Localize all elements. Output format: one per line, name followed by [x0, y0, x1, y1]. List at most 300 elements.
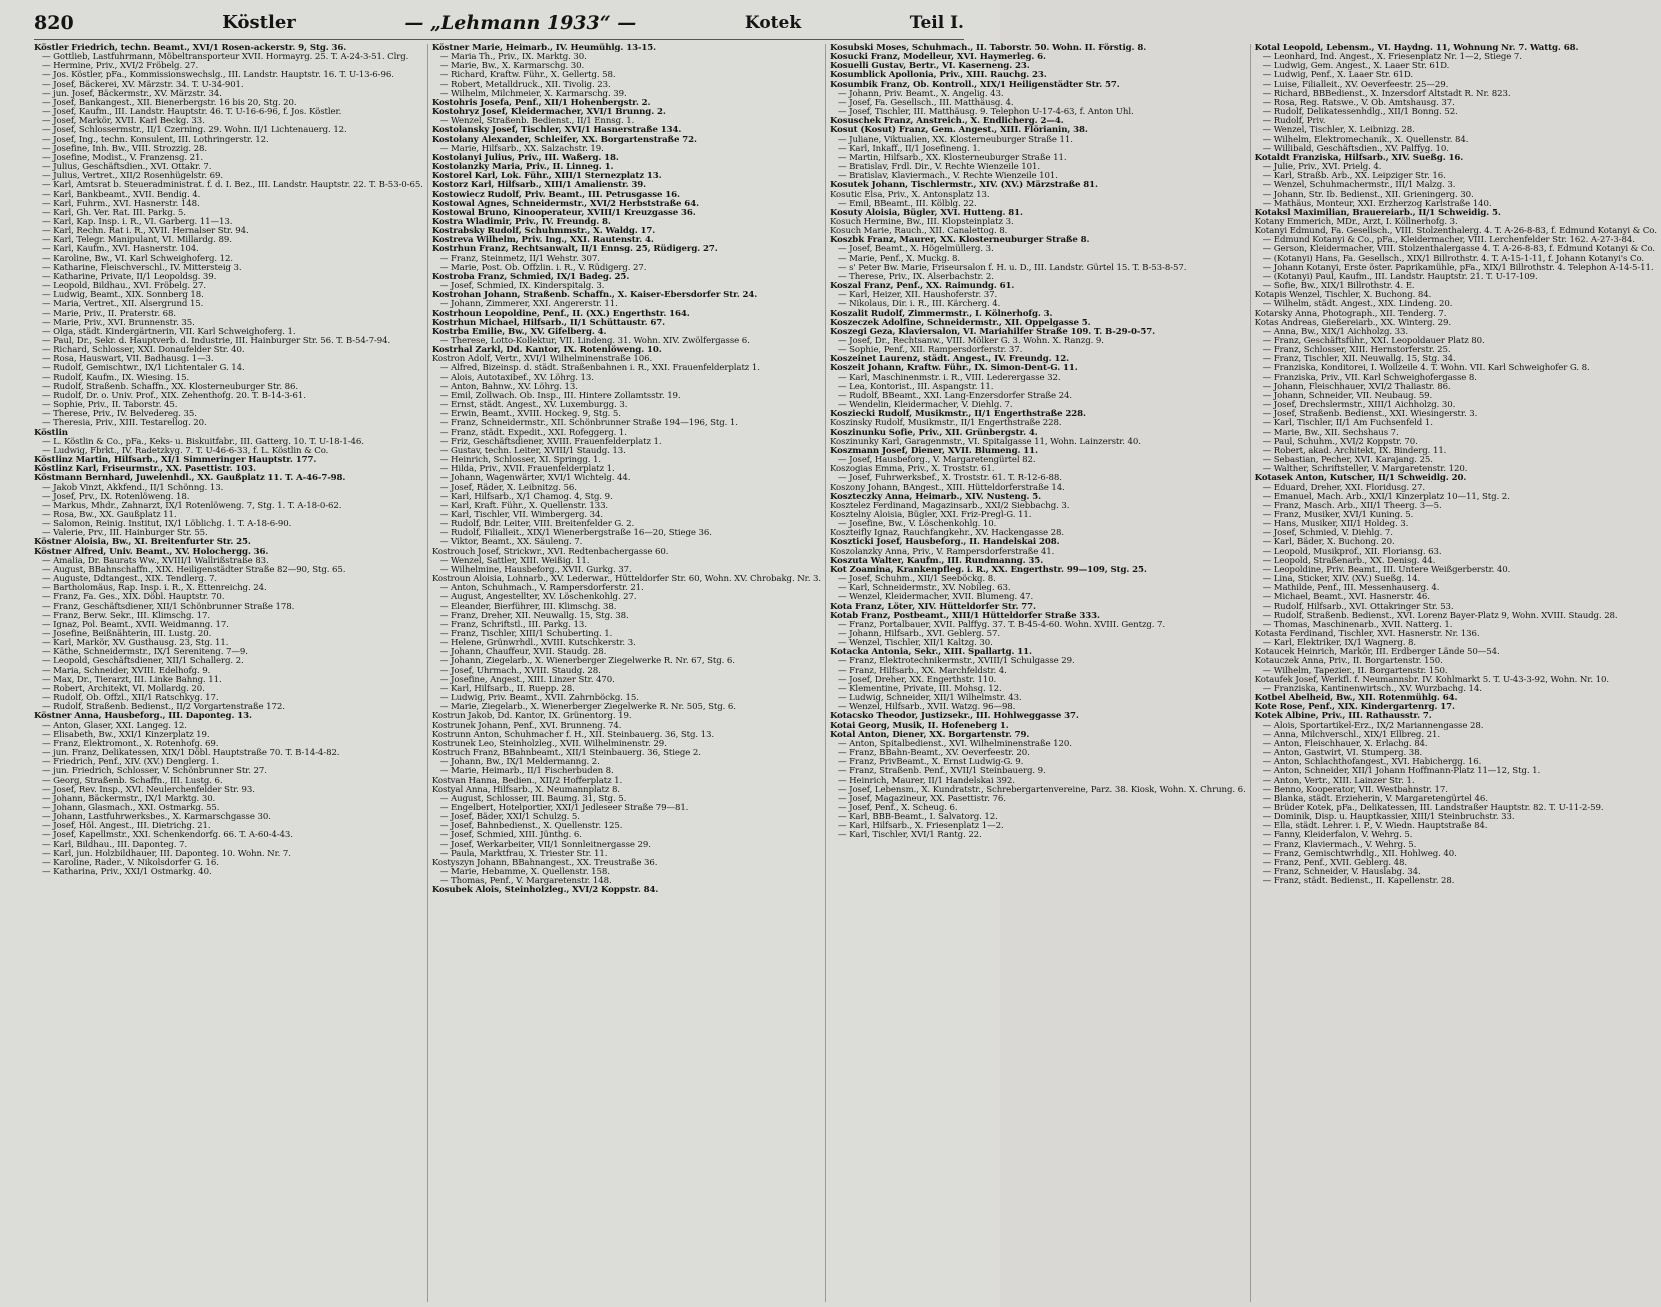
- directory-entry: — Marie, Post. Ob. Offzlin. i. R., V. Rüdigerg. 27.: [439, 262, 647, 273]
- directory-entry: — Josef, Straßenb. Bedienst., XXI. Wiesingerstr. 3.: [1262, 409, 1478, 420]
- directory-entry: — Franz, Musiker, XVI/1 Kuning. 5.: [1262, 509, 1414, 520]
- directory-entry: — Karl, Tischler, XVI/1 Rantg. 22.: [837, 830, 982, 841]
- directory-entry: — Eduard, Dreher, XXI. Floridusg. 27.: [1262, 482, 1426, 493]
- directory-entry: — Richard, BBBedienst., X. Inzersdorf Altstadt R. Nr. 823.: [1262, 88, 1511, 99]
- directory-entry: Kostruch Franz, BBahnbeamt., XII/1 Steinbauerg. 36, Stiege 2.: [431, 748, 701, 759]
- directory-entry: Kotaksl Maximilian, Brauereiarb., II/1 Schweidig. 5.: [1254, 207, 1501, 218]
- directory-entry: — Bratislav, Frdl. Dir., V. Rechte Wienzeile 101.: [837, 162, 1040, 173]
- directory-entry: — Theresia, Priv., XIII. Testarellog. 20.: [42, 418, 207, 429]
- directory-entry: — Johann, Bw., IX/1 Meldermanng. 2.: [439, 757, 600, 768]
- directory-entry: Koszinunky Karl, Garagenmstr., VI. Spitalgasse 11, Wohn. Lainzerstr. 40.: [829, 436, 1141, 447]
- directory-entry: — Richard, Kraftw. Führ., X. Gellertg. 58.: [439, 70, 616, 81]
- directory-entry: — Emil, BBeamt., III. Kölblg. 22.: [837, 198, 977, 209]
- directory-entry: — Marie, Bw., X. Karmarschg. 30.: [439, 61, 585, 72]
- directory-entry: — Karl, Bankbeamt., XVII. Bendig. 4.: [42, 189, 201, 200]
- directory-entry: Kostyszyn Johann, BBahnangest., XX. Treustraße 36.: [431, 857, 658, 868]
- directory-entry: Kostolansky Josef, Tischler, XVI/1 Hasnerstraße 134.: [431, 125, 682, 136]
- directory-entry: — Olga, städt. Kindergärtnerin, VII. Karl Schweighoferg. 1.: [42, 326, 296, 337]
- directory-entry: — Therese, Priv., IX. Alserbachstr. 2.: [837, 271, 994, 282]
- directory-entry: — Katharine, Fleischverschl., IV. Mittersteig 3.: [42, 262, 242, 273]
- directory-entry: — Anton, Glaser, XXI. Langeg. 12.: [42, 720, 187, 731]
- directory-entry: — Josef, Beamt., X. Högelmüllerg. 3.: [837, 244, 994, 255]
- directory-entry: Kosztelny Aloisia, Bügler, XXI. Friz-Pregl-G. 11.: [829, 509, 1032, 520]
- directory-entry: Kotaucek Heinrich, Markör, III. Erdberger Lände 50—54.: [1254, 647, 1500, 658]
- directory-entry: Kostrhal Zarkl, Dd. Kantor, IX. Rotenlöweng. 10.: [431, 345, 662, 356]
- directory-entry: Koszalit Rudolf, Zimmermstr., I. Kölnerhofg. 3.: [829, 308, 1053, 319]
- header-part: Teil I.: [909, 12, 964, 33]
- header-title: — „Lehmann 1933“ —: [404, 11, 637, 34]
- directory-entry: — Karl, Hilfsarb., X/1 Chamog. 4, Stg. 9.: [439, 491, 613, 502]
- directory-entry: — Franz, Portalbauer, XVII. Palffyg. 37. T. B-45-4-60. Wohn. XVIII. Gentzg. 7.: [837, 619, 1166, 630]
- directory-entry: — Franziska, Konditorei, I. Wollzeile 4. T. Wohn. VII. Karl Schweighofer G. 8.: [1262, 363, 1590, 374]
- directory-entry: — Wenzel, Tischler, X. Leibnizg. 28.: [1262, 125, 1415, 136]
- directory-entry: — Josef, Bahnbedienst., X. Quellenstr. 125.: [439, 821, 623, 832]
- directory-entry: — Franz, Geschäftsdiener, XII/1 Schönbrunner Straße 178.: [42, 601, 295, 612]
- directory-entry: — Rudolf, Straßenb. Bedienst., XVI. Lorenz Bayer-Platz 9, Wohn. XVIII. Staudg. 28.: [1262, 610, 1618, 621]
- directory-entry: — Franz, Geschäftsführ., XXI. Leopoldauer Platz 80.: [1262, 336, 1485, 346]
- directory-entry: Kostrunek Leo, Steinholzleg., XVII. Wilhelminenstr. 29.: [431, 738, 667, 749]
- directory-entry: — Walther, Schriftsteller, V. Margaretenstr. 120.: [1262, 464, 1468, 475]
- directory-entry: — Karl, Straßb. Arb., XX. Leipziger Str. 16.: [1262, 171, 1446, 182]
- directory-entry: — Mathilde, Penf., III. Messenhauserg. 4.: [1262, 583, 1440, 594]
- directory-entry: — Julius, Geschäftsdien., XVI. Ottakr. 7.: [42, 162, 212, 173]
- directory-entry: — Alfred, Bizeinsp. d. städt. Straßenbahnen i. R., XXI. Frauenfelderplatz 1.: [439, 363, 760, 374]
- directory-entry: Kote Rose, Penf., XIX. Kindergartenrg. 17.: [1254, 702, 1455, 713]
- directory-entry: — Rosa, Bw., XX. Gaußplatz 11.: [42, 509, 177, 520]
- directory-entry: — Franz, städt. Expedit., XXI. Rofeggerg. 1.: [439, 427, 627, 438]
- column-2: [427, 44, 825, 1302]
- directory-entry: Köstner Marie, Heimarb., IV. Heumühlg. 13-15.: [431, 43, 657, 53]
- header-right-keyword: Kotek: [744, 12, 802, 33]
- directory-entry: — Karl, Kraft. Führ., X. Quellenstr. 133.: [439, 500, 609, 511]
- directory-entry: — Johann, Str. Ib. Bedienst., XII. Grieningerg. 30.: [1262, 189, 1474, 200]
- directory-entry: — Anton, Gastwirt, VI. Stumperg. 38.: [1262, 748, 1423, 759]
- directory-entry: Kotbel Abelheid, Bw., XII. Rotenmühlg. 64.: [1254, 693, 1458, 704]
- directory-entry: — Franz, Fa. Ges., XIX. Döbl. Hauptstr. 70.: [42, 592, 225, 603]
- directory-entry: Kostyal Anna, Hilfsarb., X. Neumannplatz 8.: [431, 784, 620, 795]
- directory-entry: — Ludwig, Gem. Angest., X. Laaer Str. 61D.: [1262, 61, 1450, 72]
- directory-entry: Kosutek Johann, Tischlermstr., XIV. (XV.) Märzstraße 81.: [829, 180, 1098, 191]
- directory-entry: — Heinrich, Schlosser, XI. Springg. 1.: [439, 455, 602, 466]
- directory-entry: Kostreva Wilhelm, Priv. Ing., XXI. Rautenstr. 4.: [431, 235, 654, 246]
- directory-entry: — Rudolf, Bdr. Leiter, VIII. Breitenfelder G. 2.: [439, 519, 635, 530]
- directory-entry: — Josef, Hausbeforg., V. Margaretengürtel 82.: [837, 455, 1036, 466]
- directory-entry: — Maria, Vertret., XII. Alsergrund 15.: [42, 299, 204, 310]
- directory-entry: — Leopold, Bildhau., XVI. Fröbelg. 27.: [42, 281, 206, 292]
- directory-entry: — Josef, Rev. Insp., XVI. Neulerchenfelder Str. 93.: [42, 784, 255, 795]
- directory-entry: Kosucki Franz, Modelleur, XVI. Haymerleg. 6.: [829, 52, 1046, 63]
- directory-entry: — (Kotanyi) Hans, Fa. Gesellsch., XIX/1 Billrothstr. 4. T. A-15-1-11, f. Johann Kotanyi's Co.: [1262, 253, 1645, 264]
- directory-entry: — L. Köstlin & Co., pFa., Keks- u. Biskuitfabr., III. Gatterg. 10. T. U-18-1-46.: [42, 436, 364, 447]
- directory-entry: — Thomas, Maschinenarb., XVII. Natterg. 1.: [1262, 619, 1453, 630]
- directory-entry: — Johann, Bäckermstr., IX/1 Marktg. 30.: [42, 793, 216, 804]
- directory-entry: — Franziska, Priv., VII. Karl Schweighofergasse 8.: [1262, 372, 1477, 383]
- directory-entry: Köstlinz Martin, Hilfsarb., XI/1 Simmeringer Hauptstr. 177.: [34, 455, 317, 466]
- directory-entry: — Johann, Ziegelarb., X. Wienerberger Ziegelwerke R. Nr. 67, Stg. 6.: [439, 656, 735, 667]
- directory-entry: — Anton, Bahnw., XV. Löhrg. 13.: [439, 381, 578, 392]
- directory-entry: Kotacsko Theodor, Justizsekr., III. Hohlweggasse 37.: [829, 711, 1079, 722]
- directory-entry: — Karl, Heizer, XII. Haushoferstr. 37.: [837, 290, 998, 301]
- directory-entry: — Helene, Grünwrhdl., XVIII. Kutschkerstr. 3.: [439, 638, 636, 649]
- directory-entry: Kosziecki Rudolf, Musikmstr., II/1 Engerthstraße 228.: [829, 409, 1086, 420]
- directory-entry: — Willibald, Geschäftsdien., XV. Palffyg. 10.: [1262, 143, 1449, 154]
- directory-entry: — Karl, Markör, XV. Gusthausg. 23, Stg. 11.: [42, 638, 229, 649]
- directory-entry: — Richard, Schlosser, XXI. Donaufelder Str. 40.: [42, 345, 245, 356]
- directory-entry: — Paul, Schuhm., XVI/2 Koppstr. 70.: [1262, 436, 1418, 447]
- directory-entry: Koszeczek Adolfine, Schneidermstr., XII. Oppelgasse 5.: [829, 317, 1091, 328]
- directory-entry: — Thomas, Penf., V. Margaretenstr. 148.: [439, 876, 612, 887]
- directory-entry: Kotarsky Anna, Photograph., XII. Tenderg. 7.: [1254, 308, 1447, 319]
- directory-entry: Kostohryz Josef, Kleidermacher, XVI/1 Brunng. 2.: [431, 107, 666, 118]
- directory-entry: Kostrunn Anton, Schuhmacher f. H., XII. Steinbauerg. 36, Stg. 13.: [431, 729, 715, 740]
- directory-entry: — Rudolf, Kaufm., IX. Wiesing. 15.: [42, 372, 190, 383]
- directory-entry: Kostorz Karl, Hilfsarb., XIII/1 Amalienstr. 39.: [431, 180, 647, 191]
- directory-entry: — Ludwig, Fbrkt., IV. Radetzkyg. 7. T. U-46-6-33, f. L. Köstlin & Co.: [42, 445, 329, 456]
- directory-entry: — Rudolf, Ob. Offzl., XII/1 Ratschkyg. 17.: [42, 693, 219, 704]
- directory-entry: — Rudolf, BBeamt., XXI. Lang-Enzersdorfer Straße 24.: [837, 390, 1072, 401]
- directory-entry: — Franz, Masch. Arb., XII/1 Theerg. 3—5.: [1262, 500, 1442, 511]
- directory-entry: — Salomon, Reinig. Institut, IX/1 Löblichg. 1. T. A-18-6-90.: [42, 519, 292, 530]
- directory-entry: Kotas Andreas, Gießereiarb., XX. Winterg. 29.: [1254, 317, 1451, 328]
- directory-entry: — Dominik, Disp. u. Hauptkassier, XIII/1 Steinbruchstr. 33.: [1262, 812, 1515, 823]
- directory-entry: Koszinunku Sofie, Priv., XII. Grünbergstr. 4.: [829, 427, 1038, 438]
- directory-entry: Kostowal Agnes, Schneidermstr., XVI/2 Herbststraße 64.: [431, 198, 699, 209]
- directory-entry: — s' Peter Bw. Marie, Friseursalon f. H. u. D., III. Landstr. Gürtel 15. T. B-53-8-57.: [837, 262, 1187, 273]
- directory-entry: — Gerson, Kleidermacher, VIII. Stolzenthalergasse 4. T. A-26-8-83, f. Edmund Kotanyi & Co.: [1262, 244, 1655, 255]
- directory-entry: — Wendelin, Kleidermacher, V. Diehlg. 7.: [837, 400, 1013, 411]
- directory-entry: — Maria, Schneider, XVIII. Edelhofg. 9.: [42, 665, 211, 676]
- directory-entry: — Robert, Architekt, VI. Mollardg. 20.: [42, 683, 205, 694]
- directory-entry: — Friz, Geschäftsdiener, XVIII. Frauenfelderplatz 1.: [439, 436, 662, 447]
- directory-entry: — Juliane, Viktualien, XX. Klosterneuburger Straße 11.: [837, 134, 1073, 145]
- directory-entry: Koszinsky Rudolf, Musikmstr., II/1 Engerthstraße 228.: [829, 418, 1062, 429]
- directory-entry: — Hilda, Priv., XVII. Frauenfelderplatz 1.: [439, 464, 615, 475]
- directory-entry: — Ludwig, Penf., X. Laaer Str. 61D.: [1262, 70, 1414, 81]
- directory-entry: — Josef, Kaufm., III. Landstr. Hauptstr. 46. T. U-16-6-96, f. Jos. Köstler.: [42, 107, 342, 118]
- directory-entry: — Josef, Schlossermstr., II/1 Czerning. 29. Wohn. II/1 Lichtenauerg. 12.: [42, 125, 347, 136]
- directory-entry: — Rosa, Hauswart, VII. Badhausg. 1—3.: [42, 354, 214, 365]
- directory-entry: Kostohris Josefa, Penf., XII/1 Hohenbergstr. 2.: [431, 97, 651, 108]
- directory-entry: — Robert, Metalldruck., XII. Tivolig. 23.: [439, 79, 611, 90]
- directory-entry: — Franz, Steinmetz, II/1 Wehstr. 307.: [439, 253, 600, 264]
- directory-entry: Köstner Anna, Hausbeforg., III. Daponteg. 13.: [34, 711, 252, 722]
- directory-entry: — Rosa, Reg. Ratswe., V. Ob. Amtshausg. 37.: [1262, 97, 1455, 108]
- directory-entry: Kostolanyi Julius, Priv., III. Waßerg. 18.: [431, 152, 619, 163]
- directory-entry: — Max, Dr., Tierarzt, III. Linke Bahng. 11.: [42, 674, 222, 685]
- directory-entry: Kotaldt Franziska, Hilfsarb., XIV. Sueßg. 16.: [1254, 152, 1464, 163]
- directory-entry: Koszogias Emma, Priv., X. Troststr. 61.: [829, 464, 995, 475]
- directory-entry: Kotasta Ferdinand, Tischler, XVI. Hasnerstr. Nr. 136.: [1254, 629, 1480, 639]
- directory-entry: — Wilhelm, Milchmeier, X. Karmarschg. 39.: [439, 88, 627, 99]
- directory-entry: — Karl, Inkaff., II/1 Josefineng. 1.: [837, 143, 981, 154]
- directory-entry: Kostrhun Franz, Rechtsanwalt, II/1 Ennsg. 25, Rüdigerg. 27.: [431, 244, 718, 255]
- directory-entry: — Josefine, Inh. Bw., VIII. Strozzig. 28.: [42, 143, 208, 154]
- directory-entry: — Josefine, Modist., V. Franzensg. 21.: [42, 152, 204, 163]
- directory-entry: — August, BBahnschaffn., XIX. Heiligenstädter Straße 82—90, Stg. 65.: [42, 564, 346, 575]
- directory-entry: — Valerie, Prv., III. Hainburger Str. 55.: [42, 528, 208, 539]
- directory-entry: — Josef, Fuhrwerksbef., X. Troststr. 61. T. R-12-6-88.: [837, 473, 1062, 484]
- directory-entry: — Franz, Schlosser, XIII. Hernstorferstr. 25.: [1262, 345, 1451, 356]
- directory-entry: — Emanuel, Mach. Arb., XXI/1 Kinzerplatz 10—11, Stg. 2.: [1262, 491, 1510, 502]
- directory-entry: — Josef, Dr., Rechtsanw., VIII. Mölker G. 3. Wohn. X. Ranzg. 9.: [837, 336, 1104, 346]
- directory-entry: — Sebastian, Pecher, XVI. Karajang. 25.: [1262, 455, 1433, 466]
- directory-entry: Köstlin: [34, 427, 68, 438]
- directory-entry: — Wenzel, Tischler, XII/1 Kaltzg. 30.: [837, 638, 993, 649]
- directory-entry: — Johann, Wagenwärter, XVI/1 Wichtelg. 44.: [439, 473, 631, 484]
- directory-entry: — Julius, Vertret., XII/2 Rosenhügelstr. 69.: [42, 171, 223, 182]
- directory-entry: — Martin, Hilfsarb., XX. Klosterneuburger Straße 11.: [837, 152, 1067, 163]
- directory-entry: — Ignaz, Pol. Beamt., XVII. Weidmanng. 17.: [42, 619, 229, 630]
- directory-entry: Koszmann Josef, Diener, XVII. Blumeng. 11.: [829, 445, 1038, 456]
- directory-entry: Kosuch Marie, Rauch., XII. Canalettog. 8.: [829, 226, 1008, 237]
- directory-entry: — Michael, Beamt., XVI. Hasnerstr. 46.: [1262, 592, 1430, 603]
- directory-entry: — Ludwig, Schneider, XII/1 Wilhelmstr. 43.: [837, 693, 1022, 704]
- directory-entry: — Franz, Gemischtwrhdlg., XII. Hohlweg. 40.: [1262, 848, 1457, 859]
- directory-entry: — Rudolf, Filialleit., XIX/1 Wienerbergstraße 16—20, Stiege 36.: [439, 528, 712, 539]
- directory-entry: — Anton, Fleischhauer, X. Erlachg. 84.: [1262, 738, 1428, 749]
- directory-entry: — Karl, Telegr. Manipulant, VI. Millardg. 89.: [42, 235, 232, 246]
- directory-entry: — Leopold, Straßenarb., XX. Denisg. 44.: [1262, 555, 1436, 566]
- directory-entry: — Rudolf, Dr. o. Univ. Prof., XIX. Zehenthofg. 20. T. B-14-3-61.: [42, 390, 306, 401]
- directory-entry: — Luise, Filialleit., XV. Oeverfeestr. 25—29.: [1262, 79, 1449, 90]
- directory-entry: — Wilhelmine, Hausbeforg., XVII. Gurkg. 37.: [439, 564, 632, 575]
- directory-entry: — Marie, Hebamme, X. Quellenstr. 158.: [439, 867, 610, 878]
- directory-entry: — Karl, Hilfsarb., II. Ruepp. 28.: [439, 683, 575, 694]
- directory-entry: — Josef, Räder, X. Leibnitzg. 56.: [439, 482, 577, 493]
- directory-entry: — Brüder Kotek, pFa., Delikatessen, III. Landstraßer Hauptstr. 82. T. U-11-2-59.: [1262, 802, 1604, 813]
- directory-entry: — Wilhelm, Tapezier., II. Borgartenstr. 150.: [1262, 665, 1448, 676]
- directory-entry: — Josef, Uhrmach., XVIII. Staudg. 28.: [439, 665, 601, 676]
- directory-entry: — Karl, BBB-Beamt., I. Salvatorg. 12.: [837, 812, 998, 823]
- directory-entry: Kosuty Aloisia, Bügler, XVI. Hutteng. 81.: [829, 207, 1023, 218]
- directory-entry: — Hermine, Priv., XVI/2 Fröbelg. 27.: [42, 61, 199, 72]
- directory-entry: — Marie, Penf., X. Muckg. 8.: [837, 253, 961, 264]
- directory-entry: Koszony Johann, BAngest., XIII. Hütteldorferstraße 14.: [829, 482, 1065, 493]
- directory-entry: — August, Angestellter, XV. Löschenkohlg. 27.: [439, 592, 637, 603]
- directory-entry: — Franz, Penf., XVII. Geblerg. 48.: [1262, 857, 1407, 868]
- directory-entry: — Paula, Marktfrau, X. Triester Str. 11.: [439, 848, 608, 859]
- directory-entry: — Franz, Hilfsarb., XX. Marchfeldstr. 4.: [837, 665, 1007, 676]
- directory-entry: — Alois, Sportartikel-Erz., IX/2 Mariannengasse 28.: [1262, 720, 1484, 731]
- directory-entry: Kosuelli Gustav, Bertr., VI. Kaserneng. 23.: [829, 61, 1030, 72]
- directory-entry: — Wenzel, Schuhmachermstr., III/1 Malzg. 3.: [1262, 180, 1456, 191]
- directory-entry: — Josef, Kapellmstr., XXI. Schenkendorfg. 66. T. A-60-4-43.: [42, 830, 293, 841]
- directory-entry: — Karl, Schneidermstr., XV. Nobileg. 63.: [837, 583, 1011, 594]
- directory-entry: — Erwin, Beamt., XVIII. Hockeg. 9, Stg. 5.: [439, 409, 621, 420]
- directory-entry: — Josef, Fa. Gesellsch., III. Matthäusg. 4.: [837, 97, 1014, 108]
- directory-entry: — Franz, Tischler, XII. Neuwallg. 15, Stg. 34.: [1262, 354, 1456, 365]
- directory-entry: — Josef, Markör, XVII. Karl Beckg. 33.: [42, 116, 205, 127]
- directory-entry: — Josefine, Beißnähterin, III. Lustg. 20.: [42, 629, 212, 639]
- directory-entry: Kosubski Moses, Schuhmach., II. Taborstr. 50. Wohn. II. Förstig. 8.: [829, 43, 1147, 53]
- directory-entry: Kota Franz, Löter, XIV. Hütteldorfer Str. 77.: [829, 601, 1036, 612]
- directory-entry: — Marie, Priv., XVI. Brunnenstr. 35.: [42, 317, 195, 328]
- directory-entry: Kotab Franz, Postbeamt., XIII/1 Hütteldorfer Straße 333.: [829, 610, 1100, 621]
- page-header: [34, 6, 964, 40]
- directory-entry: — Gottlieb, Lastfuhrmann, Möbeltransporteur XVII. Hormayrg. 25. T. A-24-3-51. Clrg.: [42, 52, 409, 63]
- directory-entry: — Markus, Mhdr., Zahnarzt, IX/1 Rotenlöweng. 7, Stg. 1. T. A-18-0-62.: [42, 500, 342, 511]
- directory-entry: — Anton, Schneider, XII/1 Johann Hoffmann-Platz 11—12, Stg. 1.: [1262, 766, 1541, 777]
- directory-entry: — Franz, Berw. Sekr., III. Klimschg. 17.: [42, 610, 210, 621]
- directory-entry: — Mathäus, Monteur, XXI. Erzherzog Karlstraße 140.: [1262, 198, 1492, 209]
- directory-entry: — Anton, Vertr., XIII. Lainzer Str. 1.: [1262, 775, 1415, 786]
- directory-entry: — Josef, Penf., X. Scheug. 6.: [837, 802, 958, 813]
- directory-entry: Kotauczek Anna, Priv., II. Borgartenstr. 150.: [1254, 656, 1443, 667]
- directory-entry: — Rudolf, Hilfsarb., XVI. Ottakringer Str. 53.: [1262, 601, 1454, 612]
- directory-entry: — Karl, Kap. Insp. i. R., VI. Garberg. 11—13.: [42, 216, 233, 227]
- directory-entry: — Karl, Amtsrat b. Steueradministrat. f. d. I. Bez., III. Landstr. Hauptstr. 22. T. B-53-0-65.: [42, 180, 423, 191]
- directory-entry: — Emil, Zollwach. Ob. Insp., III. Hintere Zollamtsstr. 19.: [439, 390, 681, 401]
- directory-entry: — Eleander, Bierführer, III. Klimschg. 38.: [439, 601, 617, 612]
- directory-entry: — jun. Franz, Delikatessen, XIX/1 Döbl. Hauptstraße 70. T. B-14-4-82.: [42, 748, 340, 759]
- directory-entry: — Rudolf, Straßenb. Bedienst., II/2 Vorgartenstraße 172.: [42, 702, 285, 713]
- directory-entry: — Franz, BBahn-Beamt., XV. Oeverfeestr. 20.: [837, 748, 1030, 759]
- directory-entry: — Franz, Elektrotechnikermstr., XVIII/1 Schulgasse 29.: [837, 656, 1075, 667]
- directory-entry: — Anton, Spitalbedienst., XVI. Wilhelminenstraße 120.: [837, 738, 1072, 749]
- directory-entry: Kotai Georg, Musik, II. Hofeneberg 1.: [829, 720, 1009, 731]
- directory-entry: Kosuschek Franz, Anstreich., X. Endlicherg. 2—4.: [829, 116, 1064, 127]
- directory-entry: — Josef, Bankangest., XII. Bienerbergstr. 16 bis 20, Stg. 20.: [42, 97, 297, 108]
- directory-entry: Koszbk Franz, Maurer, XX. Klosterneuburger Straße 8.: [829, 235, 1090, 246]
- directory-entry: — Leopold, Musikprof., XII. Floriansg. 63.: [1262, 546, 1442, 557]
- directory-entry: — Karl, Kaufm., XVI. Hasnerstr. 104.: [42, 244, 199, 255]
- directory-entry: — Karl, Tischler, II/1 Am Fuchsenfeld 1.: [1262, 418, 1433, 429]
- directory-entry: Kosubek Alois, Steinholzleg., XVI/2 Koppstr. 84.: [431, 885, 659, 896]
- directory-entry: Koszteczky Anna, Heimarb., XIV. Nusteng. 5.: [829, 491, 1042, 502]
- directory-entry: — Johann, Chauffeur, XVII. Staudg. 28.: [439, 647, 607, 658]
- directory-entry: Koszeit Johann, Kraftw. Führ., IX. Simon-Dent-G. 11.: [829, 363, 1078, 374]
- directory-entry: — Josef, Werkarbeiter, VII/1 Sonnleitnergasse 29.: [439, 839, 651, 850]
- directory-entry: — Karl, Gh. Ver. Rat. III. Parkg. 5.: [42, 207, 186, 218]
- directory-entry: — Sophie, Priv., II. Taborstr. 45.: [42, 400, 178, 411]
- directory-entry: — Johann, Hilfsarb., XVI. Geblerg. 57.: [837, 629, 1001, 639]
- directory-entry: — Viktor, Beamt., XX. Säuleng. 7.: [439, 537, 583, 548]
- directory-entry: — Rudolf, Delikatessenhdlg., XII/1 Bonng. 52.: [1262, 107, 1458, 118]
- directory-entry: — Franz, Klaviermach., V. Wehrg. 5.: [1262, 839, 1417, 850]
- directory-entry: — Leonhard, Ind. Angest., X. Friesenplatz Nr. 1—2, Stiege 7.: [1262, 52, 1522, 63]
- directory-entry: — Karoline, Bw., VI. Karl Schweighoferg. 12.: [42, 253, 234, 264]
- directory-entry: Kotacka Antonia, Sekr., XIII. Spallartg. 11.: [829, 647, 1032, 658]
- directory-entry: — Anna, Milchverschl., XIX/1 Ellbreg. 21.: [1262, 729, 1440, 740]
- directory-entry: Kotek Albine, Priv., III. Rathausstr. 7.: [1254, 711, 1432, 722]
- directory-entry: Kostrohan Johann, Straßenb. Schaffn., X. Kaiser-Ebersdorfer Str. 24.: [431, 290, 758, 301]
- directory-entry: — Josef, Schmied, XIII. Jünthg. 6.: [439, 830, 582, 841]
- directory-entry: — Bratislav, Klaviermach., V. Rechte Wienzeile 101.: [837, 171, 1058, 182]
- directory-entry: Kostron Adolf, Vertr., XVI/1 Wilhelminenstraße 106.: [431, 354, 653, 365]
- directory-entry: — Josef, Lebensm., X. Kundratstr., Schrebergartenvereine, Parz. 38. Kiosk, Wohn. X. Chrung. 6.: [837, 784, 1246, 795]
- directory-entry: — Hans, Musiker, XII/1 Holdeg. 3.: [1262, 519, 1409, 530]
- directory-entry: — Josef, Dreher, XX. Engerthstr. 110.: [837, 674, 997, 685]
- directory-entry: — Wenzel, Straßenb. Bedienst., II/1 Ennsg. 1.: [439, 116, 635, 127]
- directory-entry: — Paul, Dr., Sekr. d. Hauptverb. d. Industrie, III. Hainburger Str. 56. T. B-54-7-94.: [42, 336, 391, 346]
- directory-entry: Kotal Leopold, Lebensm., VI. Haydng. 11, Wohnung Nr. 7. Wattg. 68.: [1254, 43, 1579, 53]
- directory-entry: Kostrhoun Leopoldine, Penf., II. (XX.) Engerthstr. 164.: [431, 308, 690, 319]
- directory-entry: Kostroba Franz, Schmied, IX/1 Badeg. 25.: [431, 271, 630, 282]
- column-3: [825, 44, 1250, 1302]
- directory-entry: — Käthe, Schneidermstr., IX/1 Sereniteng. 7—9.: [42, 647, 248, 658]
- directory-entry: Kostvan Hanna, Bedien., XII/2 Hofferplatz 1.: [431, 775, 623, 786]
- directory-entry: — Johann Kotanyi, Erste öster. Paprikamühle, pFa., XIX/1 Billrothstr. 4. Telephon A-14-5-11.: [1262, 262, 1654, 273]
- page-number: 820: [34, 11, 74, 34]
- directory-entry: — Karl, Bildhau., III. Daponteg. 7.: [42, 839, 187, 850]
- directory-entry: — Josef, Bäder, XXI/1 Schulzg. 5.: [439, 812, 580, 823]
- directory-entry: Kosztelez Ferdinand, Magazinsarb., XXI/2 Siebbachg. 3.: [829, 500, 1070, 511]
- directory-entry: — Franz, Schneider, V. Hauslabg. 34.: [1262, 867, 1421, 878]
- directory-entry: Koszticki Josef, Hausbeforg., II. Handelskai 208.: [829, 537, 1060, 548]
- directory-entry: — Ernst, städt. Angest., XV. Luxemburgg. 3.: [439, 400, 628, 411]
- directory-entry: — Josef, Tischler, III. Matthäusg. 9. Telephon U-17-4-63, f. Anton Uhl.: [837, 107, 1134, 118]
- directory-entry: — Wilhelm, Elektromechanik., X. Quellenstr. 84.: [1262, 134, 1469, 145]
- directory-entry: Kostowiecz Rudolf, Priv. Beamt., III. Petrusgasse 16.: [431, 189, 680, 200]
- directory-entry: — Karoline, Rader., V. Nikolsdorfer G. 16.: [42, 857, 219, 868]
- directory-entry: — Robert, akad. Architekt, IX. Binderg. 11.: [1262, 445, 1447, 456]
- directory-entry: — Anton, Schuhmach., V. Rampersdorferstr. 21.: [439, 583, 644, 594]
- directory-entry: Köstner Aloisia, Bw., XI. Breitenfurter Str. 25.: [34, 537, 251, 548]
- directory-entry: — Josef, Magazineur, XX. Pasettistr. 76.: [837, 793, 1006, 804]
- directory-entry: — Ludwig, Priv. Beamt., XVII. Zahrnböckg. 15.: [439, 693, 639, 704]
- directory-entry: Kosumblick Apollonia, Priv., XIII. Rauchg. 23.: [829, 70, 1047, 81]
- directory-entry: Kot Zoamina, Krankenpfleg. i. R., XX. Engerthstr. 99—109, Stg. 25.: [829, 564, 1147, 575]
- directory-entry: — Lea, Kontorist., III. Aspangstr. 11.: [837, 381, 994, 392]
- directory-entry: Kotapis Wenzel, Tischler, X. Buchong. 84.: [1254, 290, 1432, 301]
- directory-entry: — Lina, Sticker, XIV. (XV.) Sueßg. 14.: [1262, 574, 1421, 585]
- directory-entry: — Karl, Tischler, VII. Wimbergerg. 34.: [439, 509, 603, 520]
- directory-entry: — Nikolaus, Dir. i. R., III. Kärcherg. 4.: [837, 299, 1001, 310]
- directory-entry: — Marie, Priv., II. Praterstr. 68.: [42, 308, 176, 319]
- directory-entry: Kostorel Karl, Lok. Führ., XIII/1 Sternezplatz 13.: [431, 171, 662, 182]
- directory-entry: Kotasek Anton, Kutscher, II/1 Schweidlg. 20.: [1254, 473, 1467, 484]
- directory-entry: — Franz, Schriftstl., III. Parkg. 13.: [439, 619, 587, 630]
- directory-entry: Kotanyi Edmund, Fa. Gesellsch., VIII. Stolzenthalerg. 4. T. A-26-8-83, f. Edmund Kotanyi & Co.: [1254, 226, 1657, 237]
- directory-entry: — Amalia, Dr. Baurats Ww., XVIII/1 Wallrißstraße 83.: [42, 555, 269, 566]
- directory-entry: — Karl, Rechn. Rat i. R., XVII. Hernalser Str. 94.: [42, 226, 249, 237]
- directory-entry: — Jakob Vinzt, Akkfend., II/1 Schönng. 13.: [42, 482, 224, 493]
- directory-entry: — Johann, Lastfuhrwerksbes., X. Karmarschgasse 30.: [42, 812, 271, 823]
- directory-entry: Kosuch Hermine, Bw., III. Klopsteinplatz 3.: [829, 216, 1014, 227]
- directory-entry: Koszuta Walter, Kaufm., III. Rundmanng. 35.: [829, 555, 1044, 566]
- directory-entry: — Gustav, techn. Leiter, XVIII/1 Staudg. 13.: [439, 445, 626, 456]
- directory-entry: — Julie, Priv., XVI. Prielg. 4.: [1262, 162, 1382, 173]
- directory-entry: Kostrba Emilie, Bw., XV. Gifelberg. 4.: [431, 326, 607, 337]
- directory-entry: — Jos. Köstler, pFa., Kommissionswechslg., III. Landstr. Hauptstr. 16. T. U-13-6-96.: [42, 70, 394, 81]
- directory-entry: — Katharine, Private, II/1 Leopoldsg. 39.: [42, 271, 217, 282]
- directory-entry: Koszolanzky Anna, Priv., V. Rampersdorferstraße 41.: [829, 546, 1055, 557]
- directory-entry: — Johann, Zimmerer, XXI. Angererstr. 11.: [439, 299, 618, 310]
- directory-entry: — (Kotanyi) Paul, Kaufm., III. Landstr. Hauptstr. 21. T. U-17-109.: [1262, 271, 1538, 282]
- directory-entry: — Johann, Priv. Beamt., X. Angelig. 43.: [837, 88, 1004, 99]
- directory-entry: — Karl, Bäder, X. Buchong. 20.: [1262, 537, 1395, 548]
- directory-entry: Kostolany Alexander, Schleifer, XX. Borgartenstraße 72.: [431, 134, 697, 145]
- directory-entry: — Leopold, Geschäftsdiener, XII/1 Schallerg. 2.: [42, 656, 244, 667]
- directory-entry: — Karl, jun. Holzbildhauer, III. Daponteg. 10. Wohn. Nr. 7.: [42, 848, 291, 859]
- directory-entry: Kosumbik Franz, Ob. Kontroll., XIX/1 Heiligenstädter Str. 57.: [829, 79, 1120, 90]
- directory-entry: — Johann, Glasmach., XXI. Ostmarkg. 55.: [42, 802, 220, 813]
- directory-entry: — Ludwig, Beamt., XIX. Sonnberg 18.: [42, 290, 204, 301]
- directory-entry: Kotaufek Josef, Werkfl. f. Neumannsbr. IV. Kohlmarkt 5. T. U-43-3-92, Wohn. Nr. 10.: [1254, 674, 1609, 685]
- directory-entry: — Franz, PrivBeamt., X. Ernst Ludwig-G. 9.: [837, 757, 1024, 768]
- directory-entry: Kotal Anton, Diener, XX. Borgartenstr. 79.: [829, 729, 1030, 740]
- directory-entry: — Franz, Straßenb. Penf., XVII/1 Steinbauerg. 9.: [837, 766, 1046, 777]
- directory-entry: — Franz, Tischler, XIII/1 Schuberting. 1.: [439, 629, 613, 639]
- directory-entry: — Josef, Prv., IX. Rotenlöweng. 18.: [42, 491, 190, 502]
- directory-entry: Koszegi Geza, Klaviersalon, VI. Mariahilfer Straße 109. T. B-29-0-57.: [829, 326, 1156, 337]
- directory-entry: — Benno, Kooperator, VII. Westbahnstr. 17.: [1262, 784, 1448, 795]
- directory-entry: Köstlinz Karl, Friseurmstr., XX. Pasettistr. 103.: [34, 464, 256, 475]
- directory-entry: — Karl, Maschinenmstr. i. R., VIII. Lederergasse 32.: [837, 372, 1061, 383]
- directory-entry: — Karl, Fuhrm., XVI. Hasnerstr. 148.: [42, 198, 200, 209]
- directory-entry: — Franziska, Kantinenwirtsch., XV. Wurzbachg. 14.: [1262, 683, 1482, 694]
- directory-entry: — Katharina, Priv., XXI/1 Ostmarkg. 40.: [42, 867, 212, 878]
